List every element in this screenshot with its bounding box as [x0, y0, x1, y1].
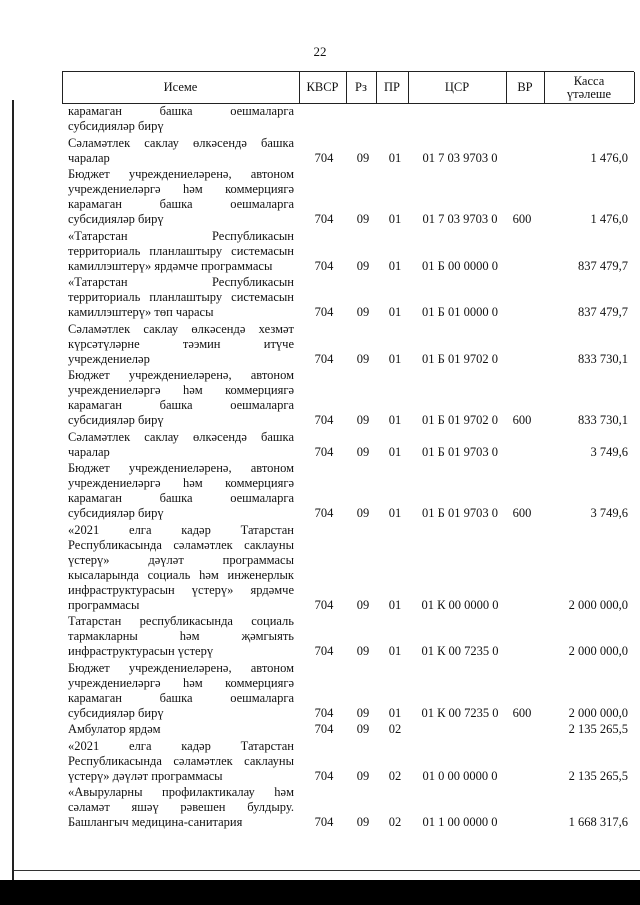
row-name-line: үстерү» дәүләт программасы [68, 768, 223, 783]
row-name-line: карамаган башка оешмаларга [68, 398, 294, 412]
row-csr: 01 7 03 9703 0 [422, 150, 498, 165]
table-row [62, 368, 634, 428]
row-pr: 02 [388, 722, 402, 736]
row-csr: 01 0 00 0000 0 [422, 768, 498, 783]
row-name-line: карамаган башка оешмаларга [68, 104, 294, 118]
row-pr: 01 [388, 305, 402, 319]
row-kvsr: 704 [314, 150, 334, 165]
row-sum: 2 000 000,0 [568, 644, 628, 658]
row-name-line: Сәламәтлек саклау өлкәсендә башка [68, 135, 294, 150]
row-name-line: камиллэштерү» ярдәмче программасы [68, 258, 273, 273]
table-row [62, 722, 634, 737]
row-rz: 09 [356, 150, 370, 165]
row-name-line: Башлангыч медицина-санитария [68, 815, 243, 829]
row-name-line: территориаль планлаштыру системасын [68, 290, 294, 304]
row-vr: 600 [512, 413, 532, 427]
row-name-line: Бюджет учреждениеләренә, автоном [68, 660, 294, 675]
row-kvsr: 704 [314, 644, 334, 658]
table-row [62, 461, 634, 521]
table-header [62, 71, 634, 104]
row-name-line: сәламәт яшәү рәвешен булдыру. [68, 800, 294, 814]
row-pr: 02 [388, 815, 402, 829]
row-vr: 600 [512, 506, 532, 520]
row-sum: 2 135 265,5 [568, 768, 628, 783]
row-vr: 600 [512, 212, 532, 226]
row-csr: 01 7 03 9703 0 [422, 212, 498, 226]
row-name-line: Республикасында сәламәтлек саклауны [68, 753, 294, 768]
row-kvsr: 704 [314, 768, 334, 783]
row-kvsr: 704 [314, 597, 334, 612]
row-name-line: Сәламәтлек саклау өлкәсендә хезмәт [68, 321, 294, 336]
row-rz: 09 [356, 597, 370, 612]
row-name-line: чаралар [68, 150, 110, 165]
table-row [62, 229, 634, 274]
row-rz: 09 [356, 212, 370, 226]
row-kvsr: 704 [314, 305, 334, 319]
row-sum: 3 749,6 [590, 444, 628, 459]
table-row [62, 614, 634, 659]
row-rz: 09 [356, 644, 370, 658]
row-name-line: инфраструктурасын үстерү [68, 644, 214, 658]
row-rz: 09 [356, 305, 370, 319]
row-rz: 09 [356, 815, 370, 829]
row-name-line: күрсәтүләрне тәэмин итүче [68, 336, 294, 351]
row-rz: 09 [356, 413, 370, 427]
table-row [62, 275, 634, 320]
row-pr: 02 [388, 768, 402, 783]
row-sum: 1 476,0 [590, 150, 628, 165]
row-pr: 01 [388, 444, 402, 459]
header-rz: Рз [355, 80, 367, 94]
row-name-line: субсидияләр бирү [68, 119, 164, 133]
row-rz: 09 [356, 705, 370, 720]
budget-table [62, 71, 634, 830]
row-pr: 01 [388, 644, 402, 658]
row-sum: 2 000 000,0 [568, 705, 628, 720]
row-kvsr: 704 [314, 413, 334, 427]
row-name-line: Бюджет учреждениеләренә, автоном [68, 167, 294, 181]
header-csr: ЦСР [444, 80, 470, 94]
row-name-line: территориаль планлаштыру системасын [68, 243, 294, 258]
row-name-line: субсидияләр бирү [68, 506, 164, 520]
header-kvsr: КВСР [306, 80, 339, 94]
row-csr: 01 Б 01 0000 0 [422, 305, 498, 319]
row-csr: 01 Б 01 9702 0 [422, 413, 498, 427]
row-pr: 01 [388, 212, 402, 226]
row-csr: 01 К 00 7235 0 [421, 705, 499, 720]
row-csr: 01 К 00 7235 0 [421, 644, 499, 658]
page-number: 22 [313, 44, 327, 59]
row-pr: 01 [388, 413, 402, 427]
row-pr: 01 [388, 351, 402, 366]
row-name-line: камиллэштерү» төп чарасы [68, 305, 214, 319]
header-name: Исеме [163, 80, 198, 94]
table-row [62, 167, 634, 227]
row-name-line: программасы [68, 597, 140, 612]
row-kvsr: 704 [314, 444, 334, 459]
row-csr: 01 К 00 0000 0 [421, 597, 499, 612]
row-rz: 09 [356, 722, 370, 736]
row-csr: 01 Б 00 0000 0 [422, 258, 498, 273]
table-row [62, 136, 634, 166]
scan-border [0, 880, 640, 905]
row-sum: 3 749,6 [590, 506, 628, 520]
row-name-line: кысаларында социаль һәм инженерлык [68, 567, 294, 582]
row-csr: 01 Б 01 9703 0 [422, 444, 498, 459]
row-name-line: чаралар [68, 444, 110, 459]
scan-line [12, 870, 640, 871]
header-vr: ВР [517, 80, 533, 94]
row-vr: 600 [512, 705, 532, 720]
row-csr: 01 1 00 0000 0 [422, 815, 498, 829]
row-name-line: учреждениеләргә һәм коммерциягә [68, 182, 294, 196]
row-name-line: Сәламәтлек саклау өлкәсендә башка [68, 429, 294, 444]
row-sum: 837 479,7 [578, 305, 628, 319]
row-name-line: учреждениеләргә һәм коммерциягә [68, 675, 294, 690]
row-sum: 837 479,7 [578, 258, 628, 273]
row-pr: 01 [388, 150, 402, 165]
row-sum: 2 000 000,0 [568, 597, 628, 612]
row-pr: 01 [388, 258, 402, 273]
row-name-line: «2021 елга кадәр Татарстан [68, 522, 294, 537]
row-name-line: учреждениеләргә һәм коммерциягә [68, 383, 294, 397]
row-kvsr: 704 [314, 705, 334, 720]
row-sum: 1 476,0 [590, 212, 628, 226]
row-kvsr: 704 [314, 212, 334, 226]
header-sum: Касса үтәлеше [566, 73, 612, 101]
row-name-line: Амбулатор ярдәм [68, 722, 161, 736]
row-name-line: карамаган башка оешмаларга [68, 197, 294, 211]
row-name-line: Бюджет учреждениеләренә, автоном [68, 461, 294, 475]
row-name-line: субсидияләр бирү [68, 413, 164, 427]
header-pr: ПР [384, 80, 400, 94]
row-sum: 1 668 317,6 [568, 815, 628, 829]
row-name-line: карамаган башка оешмаларга [68, 491, 294, 505]
row-kvsr: 704 [314, 722, 334, 736]
row-sum: 833 730,1 [578, 413, 628, 427]
row-name-line: Бюджет учреждениеләренә, автоном [68, 368, 294, 382]
row-rz: 09 [356, 351, 370, 366]
header-border [634, 72, 635, 103]
row-name-line: «Татарстан Республикасын [68, 228, 294, 243]
row-name-line: «Татарстан Республикасын [68, 275, 294, 289]
row-name-line: Республикасында сәламәтлек саклауны [68, 537, 294, 552]
scan-edge [12, 100, 14, 880]
row-name-line: учреждениеләргә һәм коммерциягә [68, 476, 294, 490]
row-name-line: «2021 елга кадәр Татарстан [68, 738, 294, 753]
row-csr: 01 Б 01 9702 0 [422, 351, 498, 366]
row-name-line: субсидияләр бирү [68, 705, 164, 720]
table-row [62, 523, 634, 613]
row-name-line: инфраструктурасын үстерү» ярдәмче [68, 582, 294, 597]
row-rz: 09 [356, 768, 370, 783]
row-name-line: учреждениеләр [68, 351, 150, 366]
row-name-line: тармакларны һәм җәмгыять [68, 629, 294, 643]
table-row [62, 739, 634, 784]
row-kvsr: 704 [314, 506, 334, 520]
row-name-line: үстерү» дәүләт программасы [68, 552, 294, 567]
table-row [62, 430, 634, 460]
row-rz: 09 [356, 258, 370, 273]
row-pr: 01 [388, 506, 402, 520]
row-name-line: «Авыруларны профилактикалау һәм [68, 785, 294, 799]
row-name-line: Татарстан республикасында социаль [68, 614, 294, 628]
table-row [62, 785, 634, 830]
table-row [62, 322, 634, 367]
row-kvsr: 704 [314, 351, 334, 366]
row-pr: 01 [388, 597, 402, 612]
table-row [62, 661, 634, 721]
row-rz: 09 [356, 444, 370, 459]
row-pr: 01 [388, 705, 402, 720]
table-body [62, 104, 634, 830]
row-rz: 09 [356, 506, 370, 520]
row-name-line: субсидияләр бирү [68, 212, 164, 226]
row-sum: 2 135 265,5 [568, 722, 628, 736]
row-name-line: карамаган башка оешмаларга [68, 690, 294, 705]
row-csr: 01 Б 01 9703 0 [422, 506, 498, 520]
row-kvsr: 704 [314, 258, 334, 273]
table-row [62, 104, 634, 134]
row-kvsr: 704 [314, 815, 334, 829]
row-sum: 833 730,1 [578, 351, 628, 366]
